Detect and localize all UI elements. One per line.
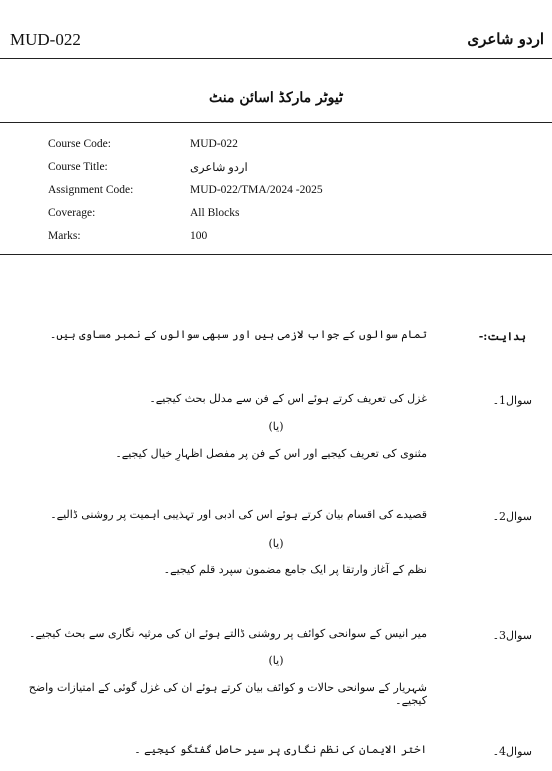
- assignment-title: ٹیوٹر مارکڈ اسائن منٹ: [208, 90, 344, 106]
- meta-value: 100: [190, 229, 208, 242]
- question-3-or: (یا): [268, 654, 284, 667]
- meta-value: MUD-022/TMA/2024 -2025: [190, 183, 323, 196]
- assignment-meta: [48, 132, 348, 247]
- meta-label: Course Code:: [48, 137, 111, 150]
- question-1-or: (یا): [268, 420, 284, 433]
- question-1-text: غزل کی تعریف کرتے ہوئے اس کے فن سے مدلل بحث کیجیے۔: [149, 392, 427, 405]
- divider-title: [0, 122, 552, 123]
- meta-value: اردو شاعری: [190, 161, 248, 174]
- question-4-label: سوال4۔: [492, 745, 532, 758]
- meta-label: Course Title:: [48, 160, 108, 173]
- subject-header: اردو شاعری: [467, 30, 544, 48]
- question-3-text: میر انیس کے سوانحی کوائف پر روشنی ڈالتے ہوئے ان کی مرثیہ نگاری سے بحث کیجیے۔: [29, 627, 427, 640]
- question-2-text: قصیدے کی اقسام بیان کرتے ہوئے اس کی ادبی اور تہذیبی اہمیت پر روشنی ڈالیے۔: [50, 508, 427, 521]
- meta-value: All Blocks: [190, 206, 240, 219]
- meta-row-course-code: [48, 132, 348, 155]
- meta-label: Marks:: [48, 229, 81, 242]
- question-4-text: اختر الایمان کی نظم نگاری پر سیر حاصل گفتگو کیجیے ۔: [134, 743, 427, 756]
- question-2-or: (یا): [268, 537, 284, 550]
- divider-top: [0, 58, 552, 59]
- question-3-alt: شہریار کے سوانحی حالات و کوائف بیان کرتے ہوئے ان کی غزل گوئی کے امتیازات واضح کیجیے۔: [28, 681, 427, 707]
- question-2-label: سوال2۔: [492, 510, 532, 523]
- instruction-label: ہدایت:-: [478, 330, 526, 343]
- divider-meta: [0, 254, 552, 255]
- meta-label: Coverage:: [48, 206, 96, 219]
- question-1-label: سوال1۔: [492, 394, 532, 407]
- meta-value: MUD-022: [190, 137, 238, 150]
- meta-label: Assignment Code:: [48, 183, 134, 196]
- meta-row-coverage: [48, 201, 348, 224]
- question-3-label: سوال3۔: [492, 629, 532, 642]
- question-2-alt: نظم کے آغاز وارتقا پر ایک جامع مضمون سپرد قلم کیجیے۔: [163, 563, 427, 576]
- instruction-text: تمام سوالوں کے جواب لازمی ہیں اور سبھی سوالوں کے نمبر مساوی ہیں۔: [49, 328, 427, 341]
- course-code-header: MUD-022: [10, 30, 81, 49]
- meta-row-marks: [48, 224, 348, 247]
- meta-row-assignment-code: [48, 178, 348, 201]
- question-1-alt: مثنوی کی تعریف کیجیے اور اس کے فن پر مفصل اظہارِ خیال کیجیے۔: [115, 447, 427, 460]
- meta-row-course-title: [48, 155, 348, 178]
